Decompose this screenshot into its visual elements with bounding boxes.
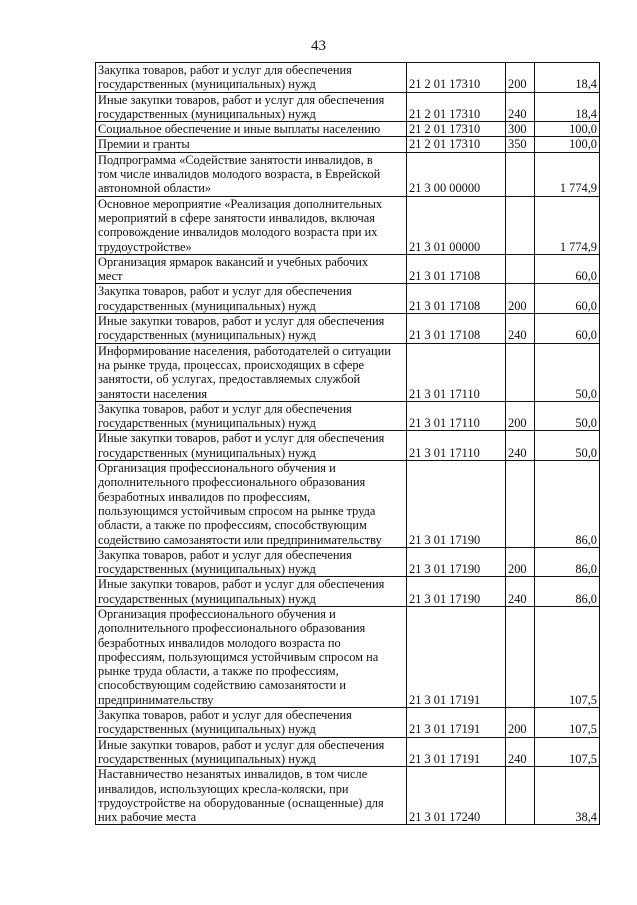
item-name-cell <box>96 152 407 196</box>
item-name-line: Подпрограмма «Содействие занятости инвалидов, в <box>98 152 373 167</box>
item-name-line: Наставничество незанятых инвалидов, в том числе <box>98 767 368 782</box>
item-name-line: Закупка товаров, работ и услуг для обеспечения <box>98 284 352 299</box>
target-article-code-cell: 21 3 01 17110 <box>407 431 506 461</box>
expense-type-code-cell: 200 <box>506 63 535 93</box>
item-name-line: государственных (муниципальных) нужд <box>98 416 316 431</box>
item-name-line: Иные закупки товаров, работ и услуг для обеспечения <box>98 92 385 107</box>
item-name-line: том числе инвалидов молодого возраста, в Еврейской <box>98 167 381 182</box>
item-name-line: дополнительного профессионального образования <box>98 475 366 490</box>
target-article-code-cell: 21 3 01 17191 <box>407 606 506 707</box>
item-name-line: дополнительного профессионального образования <box>98 621 366 636</box>
item-name-line: Основное мероприятие «Реализация дополнительных <box>98 196 383 211</box>
item-name-line: занятости, об услугах, предоставляемых службой <box>98 372 361 387</box>
amount-cell: 107,5 <box>535 708 600 738</box>
target-article-code-cell: 21 3 01 17110 <box>407 343 506 401</box>
expense-type-code-cell: 240 <box>506 431 535 461</box>
table-row <box>96 737 600 767</box>
expense-type-code-cell: 200 <box>506 708 535 738</box>
item-name-line: безработных инвалидов молодого возраста по <box>98 635 341 650</box>
amount-cell: 86,0 <box>535 461 600 548</box>
item-name-cell <box>96 547 407 577</box>
item-name-line: Социальное обеспечение и иные выплаты населению <box>98 122 381 137</box>
item-name-cell <box>96 314 407 344</box>
amount-cell: 86,0 <box>535 577 600 607</box>
amount-cell: 86,0 <box>535 547 600 577</box>
expense-type-code-cell: 240 <box>506 314 535 344</box>
target-article-code-cell: 21 3 01 17190 <box>407 547 506 577</box>
item-name-line: Иные закупки товаров, работ и услуг для обеспечения <box>98 577 385 592</box>
item-name-line: Иные закупки товаров, работ и услуг для обеспечения <box>98 737 385 752</box>
item-name-cell <box>96 461 407 548</box>
target-article-code-cell: 21 3 01 17190 <box>407 461 506 548</box>
amount-cell: 18,4 <box>535 92 600 122</box>
expense-type-code-cell: 240 <box>506 737 535 767</box>
item-name-cell <box>96 92 407 122</box>
item-name-cell <box>96 63 407 93</box>
amount-cell: 60,0 <box>535 254 600 284</box>
amount-cell: 107,5 <box>535 606 600 707</box>
item-name-cell <box>96 606 407 707</box>
item-name-line: Закупка товаров, работ и услуг для обеспечения <box>98 547 352 562</box>
item-name-line: предпринимательству <box>98 692 214 707</box>
table-row <box>96 343 600 401</box>
amount-cell: 100,0 <box>535 137 600 152</box>
target-article-code-cell: 21 3 01 00000 <box>407 196 506 254</box>
expense-type-code-cell: 200 <box>506 547 535 577</box>
amount-cell: 100,0 <box>535 122 600 137</box>
table-row <box>96 92 600 122</box>
item-name-cell <box>96 254 407 284</box>
item-name-line: Информирование населения, работодателей о ситуации <box>98 343 391 358</box>
item-name-line: Организация профессионального обучения и <box>98 461 336 476</box>
table-row <box>96 254 600 284</box>
item-name-line: государственных (муниципальных) нужд <box>98 445 316 460</box>
table-row <box>96 708 600 738</box>
amount-cell: 50,0 <box>535 431 600 461</box>
item-name-cell <box>96 343 407 401</box>
amount-cell: 18,4 <box>535 63 600 93</box>
table-row <box>96 137 600 152</box>
item-name-line: области, а также по профессиям, способствующим <box>98 518 367 533</box>
table-row <box>96 122 600 137</box>
expense-type-code-cell <box>506 196 535 254</box>
item-name-line: пользующимся устойчивым спросом на рынке труда <box>98 503 376 518</box>
amount-cell: 50,0 <box>535 343 600 401</box>
expense-type-code-cell <box>506 152 535 196</box>
item-name-line: трудоустройстве» <box>98 239 192 254</box>
target-article-code-cell: 21 3 01 17108 <box>407 314 506 344</box>
item-name-cell <box>96 401 407 431</box>
table-row <box>96 767 600 825</box>
expense-type-code-cell <box>506 767 535 825</box>
table-row <box>96 284 600 314</box>
table-row <box>96 152 600 196</box>
table-row <box>96 314 600 344</box>
amount-cell: 1 774,9 <box>535 196 600 254</box>
amount-cell: 107,5 <box>535 737 600 767</box>
item-name-line: Иные закупки товаров, работ и услуг для обеспечения <box>98 314 385 329</box>
item-name-line: трудоустройстве на оборудованные (оснащенные) для <box>98 795 384 810</box>
table-row <box>96 577 600 607</box>
item-name-cell <box>96 137 407 152</box>
target-article-code-cell: 21 2 01 17310 <box>407 122 506 137</box>
item-name-line: занятости населения <box>98 386 208 401</box>
item-name-line: них рабочие места <box>98 810 197 825</box>
item-name-line: государственных (муниципальных) нужд <box>98 722 316 737</box>
expense-type-code-cell: 300 <box>506 122 535 137</box>
page-number: 43 <box>311 38 326 54</box>
item-name-cell <box>96 122 407 137</box>
target-article-code-cell: 21 2 01 17310 <box>407 63 506 93</box>
item-name-line: Закупка товаров, работ и услуг для обеспечения <box>98 401 352 416</box>
item-name-line: содействию самозанятости или предпринимательству <box>98 532 382 547</box>
item-name-line: инвалидов, использующих кресла-коляски, при <box>98 781 349 796</box>
item-name-line: государственных (муниципальных) нужд <box>98 328 316 343</box>
item-name-line: государственных (муниципальных) нужд <box>98 298 316 313</box>
item-name-line: Иные закупки товаров, работ и услуг для обеспечения <box>98 431 385 446</box>
amount-cell: 1 774,9 <box>535 152 600 196</box>
table-row <box>96 461 600 548</box>
target-article-code-cell: 21 3 01 17110 <box>407 401 506 431</box>
item-name-cell <box>96 284 407 314</box>
expense-type-code-cell: 240 <box>506 92 535 122</box>
table-row <box>96 63 600 93</box>
expense-type-code-cell <box>506 461 535 548</box>
amount-cell: 38,4 <box>535 767 600 825</box>
budget-table-body <box>96 63 600 825</box>
target-article-code-cell: 21 3 00 00000 <box>407 152 506 196</box>
expense-type-code-cell: 350 <box>506 137 535 152</box>
item-name-line: способствующим содействию самозанятости и <box>98 678 347 693</box>
amount-cell: 50,0 <box>535 401 600 431</box>
item-name-line: автономной области» <box>98 181 212 196</box>
table-row <box>96 196 600 254</box>
table-row <box>96 606 600 707</box>
item-name-line: государственных (муниципальных) нужд <box>98 106 316 121</box>
item-name-line: профессиям, пользующимся устойчивым спросом на <box>98 649 379 664</box>
expense-type-code-cell: 240 <box>506 577 535 607</box>
item-name-cell <box>96 431 407 461</box>
target-article-code-cell: 21 3 01 17191 <box>407 708 506 738</box>
amount-cell: 60,0 <box>535 284 600 314</box>
target-article-code-cell: 21 2 01 17310 <box>407 92 506 122</box>
target-article-code-cell: 21 3 01 17190 <box>407 577 506 607</box>
item-name-cell <box>96 577 407 607</box>
item-name-cell <box>96 196 407 254</box>
table-row <box>96 401 600 431</box>
target-article-code-cell: 21 3 01 17191 <box>407 737 506 767</box>
item-name-line: Организация профессионального обучения и <box>98 606 336 621</box>
amount-cell: 60,0 <box>535 314 600 344</box>
expense-type-code-cell: 200 <box>506 401 535 431</box>
table-row <box>96 547 600 577</box>
item-name-cell <box>96 708 407 738</box>
budget-table <box>95 62 600 825</box>
expense-type-code-cell: 200 <box>506 284 535 314</box>
item-name-line: на рынке труда, процессах, происходящих в сфере <box>98 357 365 372</box>
target-article-code-cell: 21 3 01 17240 <box>407 767 506 825</box>
item-name-cell <box>96 737 407 767</box>
item-name-line: государственных (муниципальных) нужд <box>98 562 316 577</box>
item-name-line: сопровождение инвалидов молодого возраста при их <box>98 225 378 240</box>
item-name-line: государственных (муниципальных) нужд <box>98 751 316 766</box>
expense-type-code-cell <box>506 254 535 284</box>
item-name-cell <box>96 767 407 825</box>
target-article-code-cell: 21 3 01 17108 <box>407 284 506 314</box>
expense-type-code-cell <box>506 343 535 401</box>
item-name-line: мест <box>98 269 123 284</box>
item-name-line: Закупка товаров, работ и услуг для обеспечения <box>98 63 352 77</box>
item-name-line: Закупка товаров, работ и услуг для обеспечения <box>98 708 352 723</box>
target-article-code-cell: 21 3 01 17108 <box>407 254 506 284</box>
item-name-line: Премии и гранты <box>98 137 190 152</box>
item-name-line: безработных инвалидов по профессиям, <box>98 489 311 504</box>
item-name-line: государственных (муниципальных) нужд <box>98 77 316 92</box>
table-row <box>96 431 600 461</box>
item-name-line: мероприятий в сфере занятости инвалидов, включая <box>98 210 375 225</box>
expense-type-code-cell <box>506 606 535 707</box>
item-name-line: рынке труда области, а также по профессиям, <box>98 664 339 679</box>
item-name-line: Организация ярмарок вакансий и учебных рабочих <box>98 254 369 269</box>
target-article-code-cell: 21 2 01 17310 <box>407 137 506 152</box>
item-name-line: государственных (муниципальных) нужд <box>98 591 316 606</box>
